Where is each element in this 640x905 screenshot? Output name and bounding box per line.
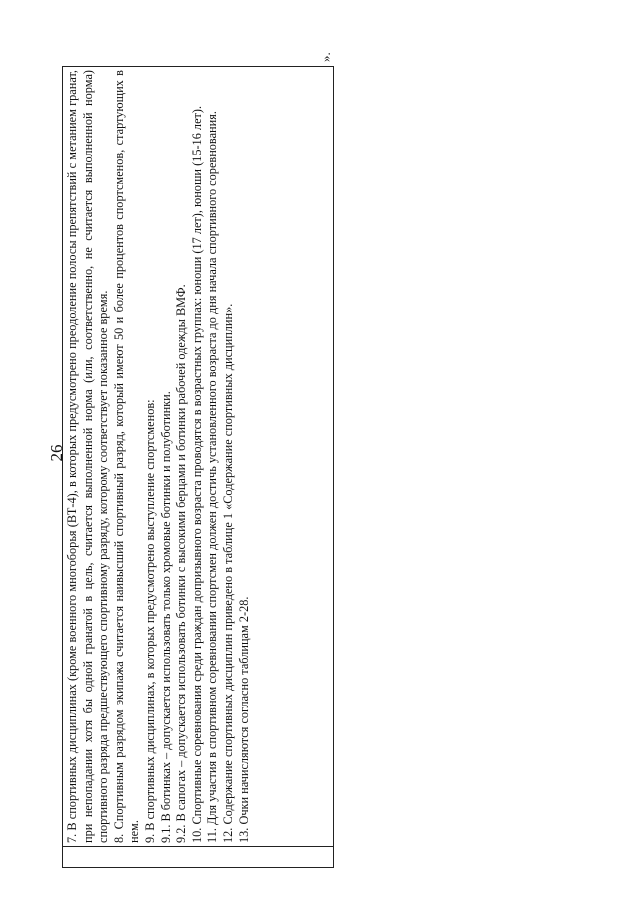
note-paragraph-7: 7. В спортивных дисциплинах (кроме военного многоборья (ВТ-4), в которых предусмотрено преодоление полосы препятствий с метанием гранат, при непопадании хотя бы одной гранатой в цель, считается выполненной норма (или, соответственно, не считается выполненной норма) спортивного разряда предшествующего спортивному разряду, которому соответствует показанное время. xyxy=(65,70,111,843)
note-paragraph-13: 13. Очки начисляются согласно таблицам 2-28. xyxy=(236,596,251,843)
note-paragraph-9-2: 9.2. В сапогах – допускается использовать ботинки с высокими берцами и ботинки рабочей одежды ВМФ. xyxy=(174,284,189,843)
notes-cell xyxy=(63,67,333,846)
rotated-page-content xyxy=(48,38,358,868)
note-paragraph-9-1: 9.1. В ботинках – допускается использовать только хромовые ботинки и полуботинки. xyxy=(158,391,173,843)
table-left-column xyxy=(63,846,333,867)
note-paragraph-10: 10. Спортивные соревнования среди граждан допризывного возраста проводятся в возрастных группах: юноши (17 лет), юноши (15-16 лет). xyxy=(189,105,204,843)
notes-table xyxy=(62,66,334,868)
note-paragraph-11: 11. Для участия в спортивном соревновании спортсмен должен достичь установленного возраста до дня начала спортивного соревнования. xyxy=(205,111,220,843)
note-paragraph-9: 9. В спортивных дисциплинах, в которых предусмотрено выступление спортсменов: xyxy=(142,399,157,843)
note-paragraph-8: 8. Спортивным разрядом экипажа считается наивысший спортивный разряд, который имеют 50 и более процентов спортсменов, стартующих в нем. xyxy=(111,70,142,843)
note-paragraph-12: 12. Содержание спортивных дисциплин приведено в таблице 1 «Содержание спортивных дисциплин». xyxy=(220,303,235,843)
closing-quote-mark: ». xyxy=(318,52,333,62)
page-number: 26 xyxy=(47,444,66,462)
